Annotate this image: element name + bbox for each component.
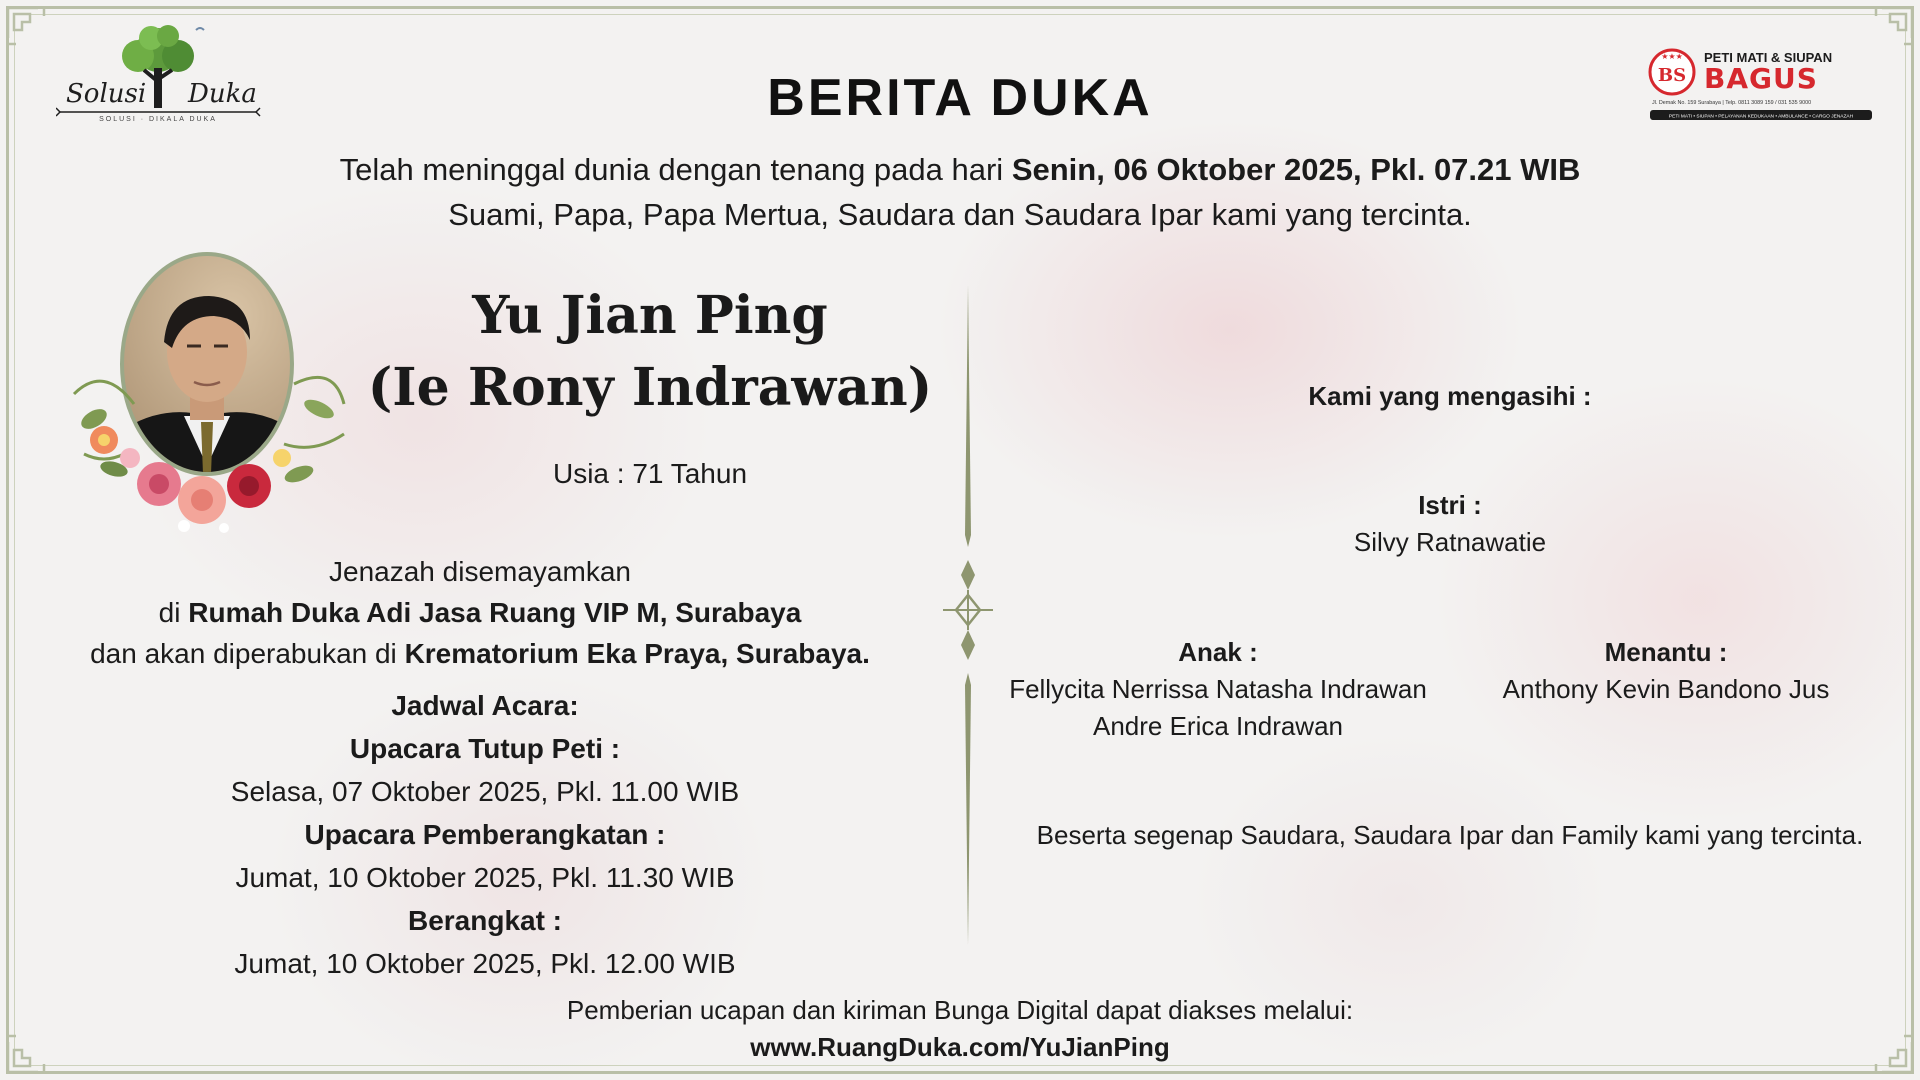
funeral-line-3-prefix: dan akan diperabukan di bbox=[90, 638, 405, 669]
logo-tagline: SOLUSI · DIKALA DUKA bbox=[99, 116, 217, 123]
family-closing: Beserta segenap Saudara, Saudara Ipar dan Family kami yang tercinta. bbox=[1036, 820, 1864, 850]
corner-ornament-icon bbox=[4, 4, 50, 50]
schedule-event-time: Jumat, 10 Oktober 2025, Pkl. 11.30 WIB bbox=[235, 862, 735, 893]
intro-line-1 bbox=[0, 152, 1920, 188]
schedule-event-time: Selasa, 07 Oktober 2025, Pkl. 11.00 WIB bbox=[230, 776, 740, 807]
corner-ornament-icon bbox=[1870, 4, 1916, 50]
family-heading: Kami yang mengasihi : bbox=[1308, 381, 1592, 411]
wife-name: Silvy Ratnawatie bbox=[1353, 527, 1547, 557]
bagus-services-text: PETI MATI • SIUPAN • PELAYANAN KEDUKAAN • AMBULANCE • CARGO JENAZAH bbox=[1668, 114, 1854, 120]
memorial-link[interactable]: www.RuangDuka.com/YuJianPing bbox=[750, 1032, 1170, 1062]
child-name: Fellycita Nerrissa Natasha Indrawan bbox=[1009, 674, 1427, 704]
funeral-line-2-prefix: di bbox=[158, 597, 189, 628]
crematorium: Krematorium Eka Praya, Surabaya. bbox=[404, 638, 870, 669]
intro-date: Senin, 06 Oktober 2025, Pkl. 07.21 WIB bbox=[1011, 152, 1581, 187]
wife-label: Istri : bbox=[1418, 490, 1482, 520]
bagus-top-text: PETI MATI & SIUPAN bbox=[1704, 50, 1833, 65]
in-law-name: Anthony Kevin Bandono Jus bbox=[1502, 674, 1830, 704]
footer-note: Pemberian ucapan dan kiriman Bunga Digital dapat diakses melalui: bbox=[566, 995, 1354, 1025]
in-law-label: Menantu : bbox=[1604, 637, 1728, 667]
child-name: Andre Erica Indrawan bbox=[1092, 711, 1344, 741]
children-label: Anak : bbox=[1178, 637, 1258, 667]
logo-word-duka: Duka bbox=[188, 79, 257, 109]
schedule-heading: Jadwal Acara: bbox=[391, 690, 579, 721]
page-title: BERITA DUKA bbox=[767, 69, 1153, 127]
funeral-home: Rumah Duka Adi Jasa Ruang VIP M, Surabaya bbox=[188, 597, 802, 628]
funeral-line-2 bbox=[40, 597, 920, 629]
intro-line-2: Suami, Papa, Papa Mertua, Saudara dan Saudara Ipar kami yang tercinta. bbox=[448, 197, 1472, 232]
ornamental-divider bbox=[935, 285, 1001, 945]
deceased-age: Usia : 71 Tahun bbox=[552, 458, 748, 489]
funeral-line-1: Jenazah disemayamkan bbox=[329, 556, 631, 587]
bagus-brand-text: BAGUS bbox=[1704, 62, 1818, 95]
schedule-event-label: Berangkat : bbox=[407, 905, 563, 936]
schedule-event-label: Upacara Pemberangkatan : bbox=[304, 819, 666, 850]
logo-word-solusi: Solusi bbox=[66, 79, 147, 109]
funeral-line-3 bbox=[40, 638, 920, 670]
deceased-alias: (Ie Rony Indrawan) bbox=[367, 357, 933, 418]
svg-text:BS: BS bbox=[1657, 65, 1687, 86]
schedule-event-time: Jumat, 10 Oktober 2025, Pkl. 12.00 WIB bbox=[234, 948, 736, 979]
svg-text:★★★: ★★★ bbox=[1661, 52, 1683, 61]
deceased-portrait bbox=[64, 244, 354, 540]
intro-prefix: Telah meninggal dunia dengan tenang pada hari bbox=[339, 152, 1012, 187]
schedule-event-label: Upacara Tutup Peti : bbox=[349, 733, 621, 764]
deceased-name: Yu Jian Ping bbox=[472, 285, 828, 346]
bagus-address-text: Jl. Demak No. 159 Surabaya | Telp. 0811 3089 159 / 031 535 9000 bbox=[1652, 100, 1812, 106]
